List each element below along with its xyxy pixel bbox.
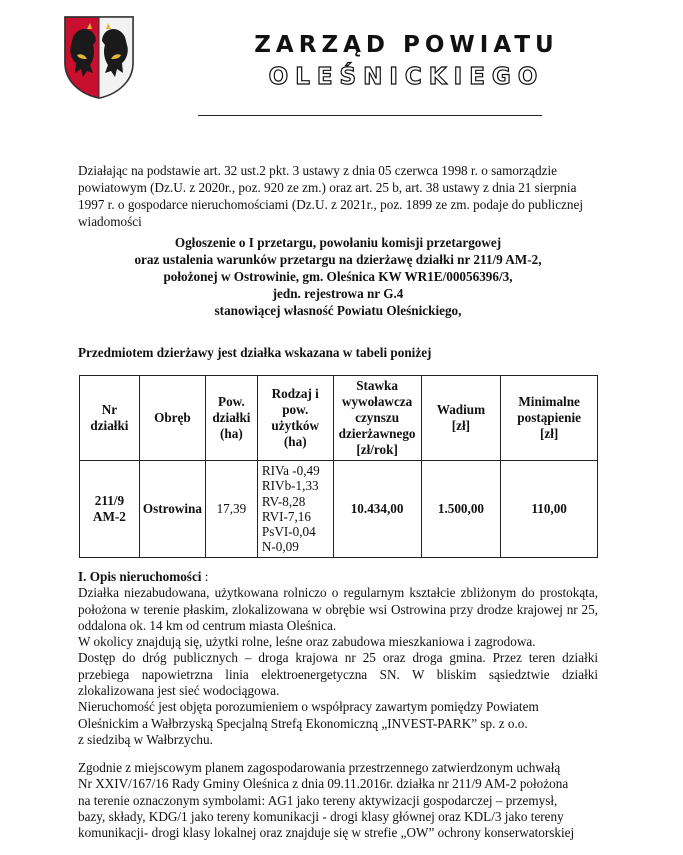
intro-line: 1997 r. o gospodarce nieruchomościami (Dz.U. z 2021r., poz. 1899 ze zm. podaje do publicznej <box>78 197 584 212</box>
intro-line: wiadomości <box>78 214 142 229</box>
cell-min-increment: 110,00 <box>501 461 598 558</box>
description-paragraph: Nieruchomość jest objęta porozumieniem o współpracy zawartym pomiędzy Powiatem Oleśnickim a Wałbrzyską Specjalną Strefą Ekonomiczną „INVEST-PARK” sp. z o.o. z siedzibą w Wałbrzychu. <box>78 699 539 747</box>
title-divider <box>198 115 542 116</box>
announcement-line: stanowiącej własność Powiatu Oleśnickiego, <box>214 303 462 318</box>
table-header-row <box>80 376 598 461</box>
header-deposit: Wadium [zł] <box>421 376 501 461</box>
page-title-line1: ZARZĄD POWIATU <box>254 32 559 58</box>
header-plot-number: Nr działki <box>80 376 140 461</box>
intro-paragraph <box>78 162 598 230</box>
intro-line: Działając na podstawie art. 32 ust.2 pkt. 3 ustawy z dnia 05 czerwca 1998 r. o samorządzie <box>78 163 557 178</box>
plot-table <box>79 375 598 558</box>
cell-precinct: Ostrowina <box>139 461 205 558</box>
plan-line: Nr XXIV/167/16 Rady Gminy Oleśnica z dnia 09.11.2016r. działka nr 211/9 AM-2 położona <box>78 776 569 792</box>
cell-land-use: RIVa -0,49 RIVb-1,33 RV-8,28 RVI-7,16 PsVI-0,04 N-0,09 <box>257 461 333 558</box>
plan-line: komunikacji- drogi klasy lokalnej oraz znajduje się w strefie „OW” ochrony konserwatorskiej <box>78 825 575 841</box>
description-paragraph: Działka niezabudowana, użytkowana rolniczo o regularnym kształcie zbliżonym do prostokąta, położona w terenie płaskim, zlokalizowana w obrębie wsi Ostrowina przy drodze krajowej nr 25, oddalona ok. 14 km od centrum miasta Oleśnica. <box>78 585 598 633</box>
description-paragraph: Dostęp do dróg publicznych – droga krajowa nr 25 oraz droga gmina. Przez teren działki przebiega napowietrzna linia elektroenergetyczna SN. W bliskim sąsiedztwie działki zlokalizowana jest sieć wodociągowa. <box>78 650 598 699</box>
property-description-section <box>78 569 598 748</box>
cell-deposit: 1.500,00 <box>421 461 501 558</box>
subject-statement: Przedmiotem dzierżawy jest działka wskazana w tabeli poniżej <box>78 345 432 360</box>
intro-line: powiatowym (Dz.U. z 2020r., poz. 920 ze zm.) oraz art. 25 b, art. 38 ustawy z dnia 21 sierpnia <box>78 180 577 195</box>
section-heading: I. Opis nieruchomości <box>78 569 202 584</box>
zoning-plan-paragraph <box>78 760 598 841</box>
cell-area: 17,39 <box>205 461 257 558</box>
header-min-increment: Minimalne postąpienie [zł] <box>501 376 598 461</box>
announcement-line: oraz ustalenia warunków przetargu na dzierżawę działki nr 211/9 AM-2, <box>134 252 542 267</box>
page-title-line2: OLEŚNICKIEGO <box>268 64 545 90</box>
plan-line: bazy, składy, KDG/1 jako tereny komunikacji - drogi klasy głównej oraz KDL/3 jako tereny <box>78 808 564 824</box>
header-land-use: Rodzaj i pow. użytków (ha) <box>257 376 333 461</box>
announcement-heading <box>78 234 598 319</box>
plan-line: Zgodnie z miejscowym planem zagospodarowania przestrzennego zatwierdzonym uchwałą <box>78 760 561 775</box>
announcement-line: położonej w Ostrowinie, gm. Oleśnica KW WR1E/00056396/3, <box>163 269 513 284</box>
plan-line: na terenie oznaczonym symbolami: AG1 jako tereny aktywizacji gospodarczej – przemysł, <box>78 792 558 808</box>
cell-plot-number: 211/9 AM-2 <box>80 461 140 558</box>
cell-starting-rent: 10.434,00 <box>333 461 421 558</box>
announcement-line: Ogłoszenie o I przetargu, powołaniu komisji przetargowej <box>174 235 502 250</box>
description-paragraph: W okolicy znajdują się, użytki rolne, leśne oraz zabudowa mieszkaniowa i zagrodowa. <box>78 634 536 650</box>
header-area: Pow. działki (ha) <box>205 376 257 461</box>
header-precinct: Obręb <box>139 376 205 461</box>
table-row <box>80 461 598 558</box>
section-heading-suffix: : <box>201 569 209 584</box>
announcement-line: jedn. rejestrowa nr G.4 <box>272 286 404 301</box>
coat-of-arms-icon <box>63 15 135 99</box>
header-starting-rent: Stawka wywoławcza czynszu dzierżawnego [zł/rok] <box>333 376 421 461</box>
